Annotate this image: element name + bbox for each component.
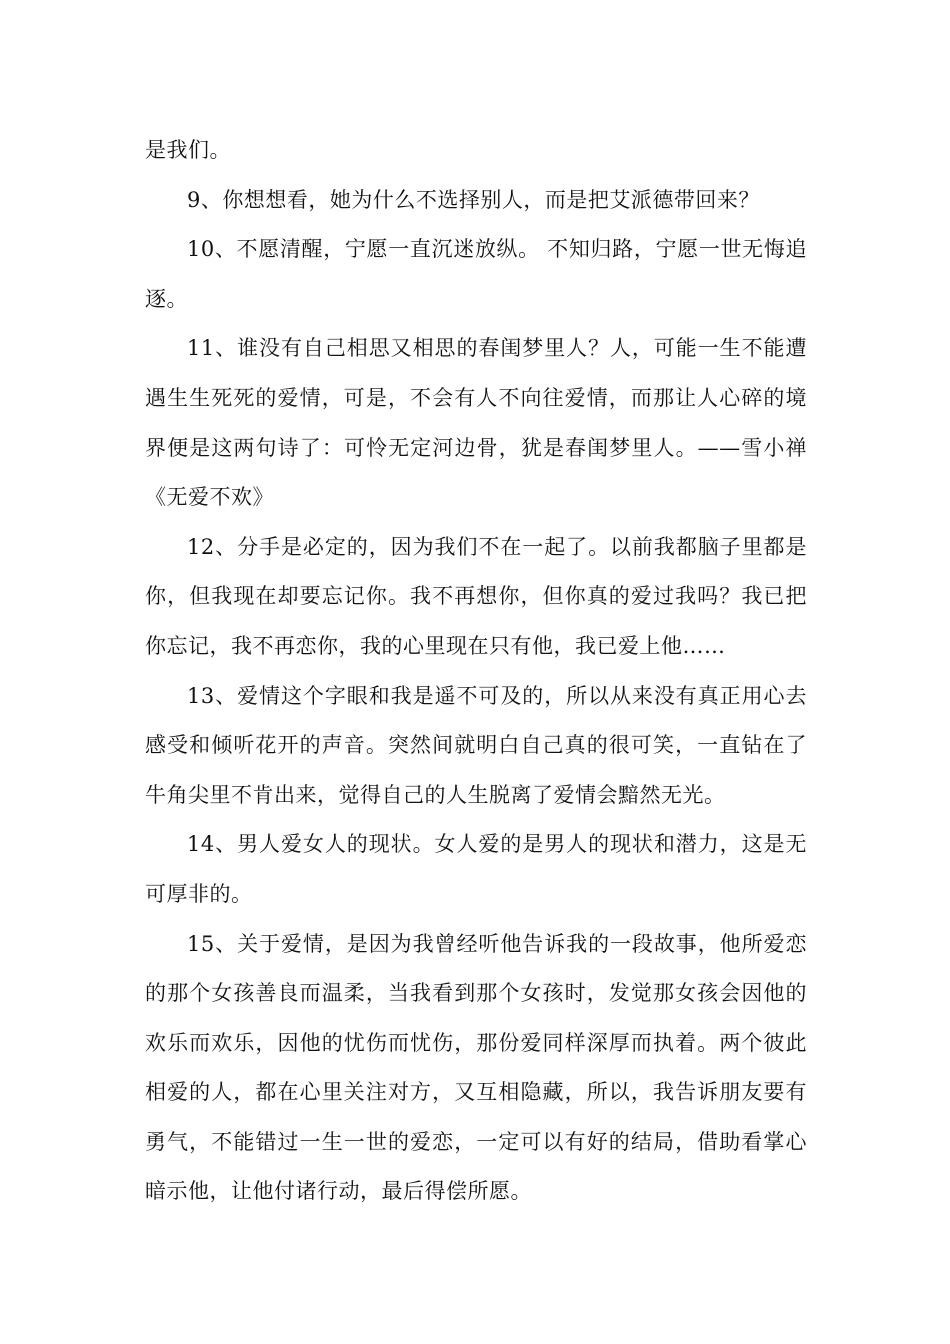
paragraph-item-14: 14、男人爱女人的现状。女人爱的是男人的现状和潜力，这是无可厚非的。 xyxy=(145,832,807,906)
paragraph-continuation: 是我们。 xyxy=(145,138,231,162)
paragraph-item-10: 10、不愿清醒，宁愿一直沉迷放纵。 不知归路，宁愿一世无悔追逐。 xyxy=(145,237,807,311)
paragraph-item-9: 9、你想想看，她为什么不选择别人，而是把艾派德带回来？ xyxy=(187,187,760,212)
document-body xyxy=(145,126,807,1217)
paragraph-item-11: 11、谁没有自己相思又相思的春闺梦里人？人，可能一生不能遭遇生生死死的爱情，可是，不会有人不向往爱情，而那让人心碎的境界便是这两句诗了：可怜无定河边骨，犹是春闺梦里人。——雪小禅《无爱不欢》 xyxy=(145,336,807,510)
paragraph-item-15: 15、关于爱情，是因为我曾经听他告诉我的一段故事，他所爱恋的那个女孩善良而温柔，当我看到那个女孩时，发觉那女孩会因他的欢乐而欢乐，因他的忧伤而忧伤，那份爱同样深厚而执着。两个彼此相爱的人，都在心里关注对方，又互相隐藏，所以，我告诉朋友要有勇气，不能错过一生一世的爱恋，一定可以有好的结局，借助看掌心暗示他，让他付诸行动，最后得偿所愿。 xyxy=(145,931,807,1204)
paragraph-item-12: 12、分手是必定的，因为我们不在一起了。以前我都脑子里都是你，但我现在却要忘记你。我不再想你，但你真的爱过我吗？我已把你忘记，我不再恋你，我的心里现在只有他，我已爱上他…… xyxy=(145,534,807,658)
paragraph-item-13: 13、爱情这个字眼和我是遥不可及的，所以从来没有真正用心去感受和倾听花开的声音。突然间就明白自己真的很可笑，一直钻在了牛角尖里不肯出来，觉得自己的人生脱离了爱情会黯然无光。 xyxy=(145,683,807,807)
